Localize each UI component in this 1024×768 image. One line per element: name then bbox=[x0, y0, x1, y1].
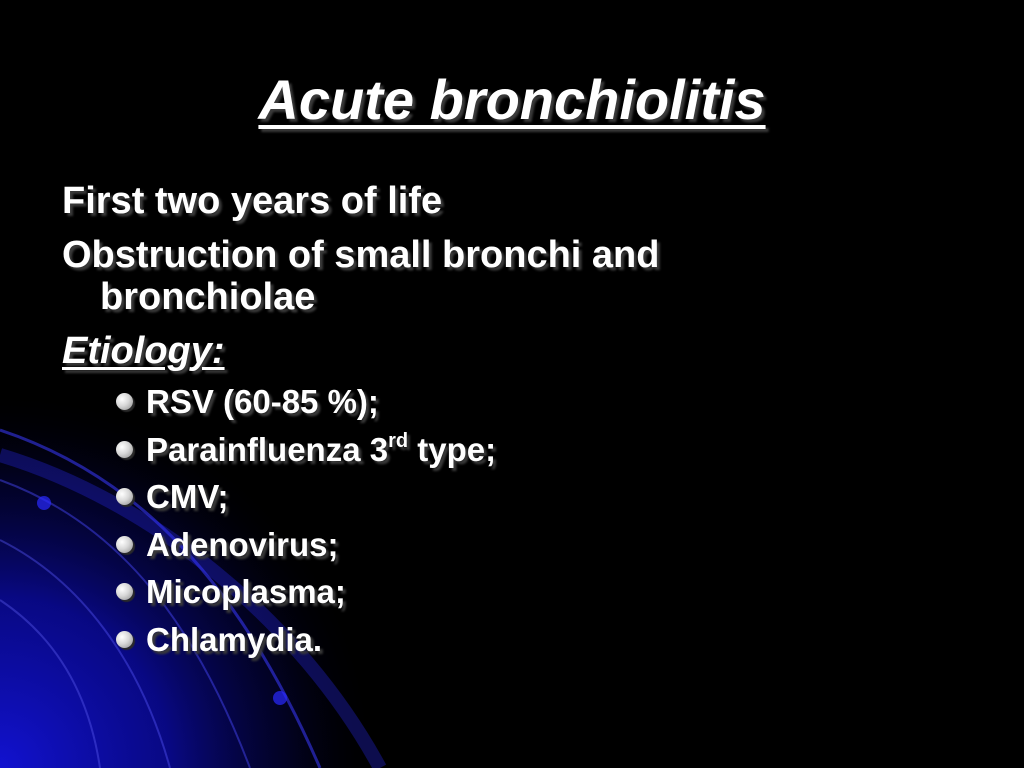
point-first-two-years: First two years of life bbox=[62, 180, 443, 222]
bullet-icon bbox=[116, 488, 133, 505]
etiology-item-cmv bbox=[116, 473, 822, 521]
etiology-item-label: Parainfluenza 3 bbox=[146, 430, 389, 468]
etiology-item-suffix: type; bbox=[408, 430, 497, 468]
bullet-icon bbox=[116, 631, 133, 648]
etiology-item-chlamydia bbox=[116, 616, 822, 664]
slide-body bbox=[62, 180, 822, 663]
point-obstruction: Obstruction of small bronchi and bronchiolae bbox=[62, 234, 660, 318]
etiology-item-parainfluenza bbox=[116, 426, 822, 474]
bullet-icon bbox=[116, 393, 133, 410]
bullet-icon bbox=[116, 536, 133, 553]
ordinal-superscript: rd bbox=[388, 429, 409, 452]
etiology-heading: Etiology: bbox=[62, 330, 225, 372]
etiology-item-label: CMV; bbox=[146, 478, 229, 515]
etiology-item-adenovirus bbox=[116, 521, 822, 569]
etiology-item-rsv bbox=[116, 378, 822, 426]
etiology-item-label: Chlamydia. bbox=[146, 620, 323, 658]
etiology-item-label: RSV (60-85 %); bbox=[146, 383, 379, 420]
etiology-item-label: Adenovirus; bbox=[146, 525, 339, 563]
etiology-list bbox=[62, 378, 822, 663]
etiology-item-micoplasma bbox=[116, 568, 822, 616]
slide-title: Acute bronchiolitis bbox=[258, 68, 766, 131]
bullet-icon bbox=[116, 441, 133, 458]
etiology-item-label: Micoplasma; bbox=[146, 573, 346, 610]
bullet-icon bbox=[116, 583, 133, 600]
